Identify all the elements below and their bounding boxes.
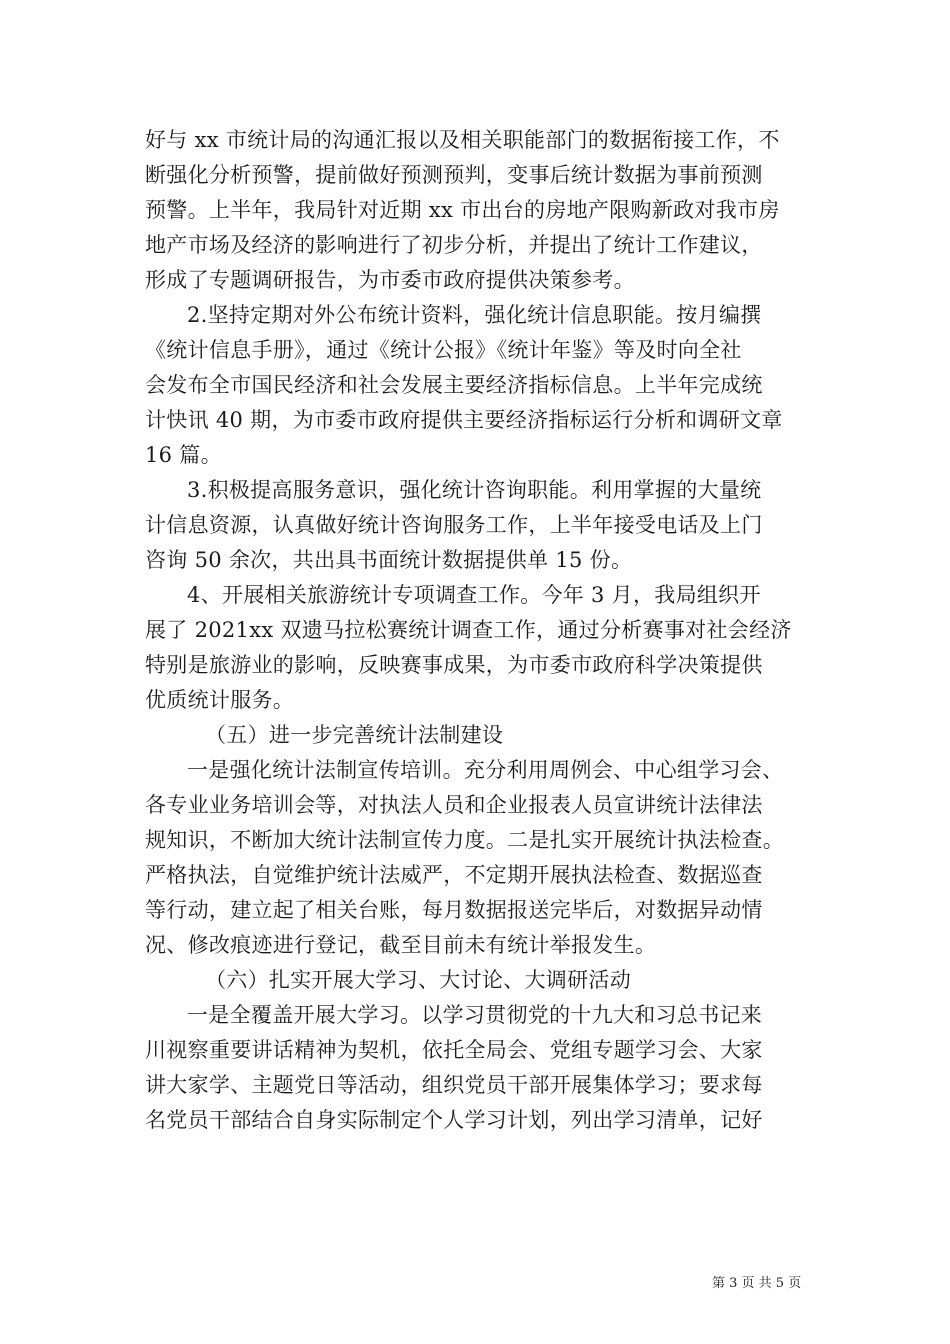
text-line: 预警。上半年，我局针对近期 xx 市出台的房地产限购新政对我市房	[145, 198, 780, 222]
section-heading: （五）进一步完善统计法制建设	[205, 723, 504, 747]
page-number: 第 3 页 共 5 页	[712, 1276, 802, 1291]
text-line: 计快讯 40 期，为市委市政府提供主要经济指标运行分析和调研文章	[145, 408, 783, 432]
paragraph-start-line: 2.坚持定期对外公布统计资料，强化统计信息职能。按月编撰	[187, 303, 762, 327]
paragraph-start-line: 一是全覆盖开展大学习。以学习贯彻党的十九大和习总书记来	[187, 1003, 763, 1027]
paragraph-start-line: 3.积极提高服务意识，强化统计咨询职能。利用掌握的大量统	[187, 478, 762, 502]
text-line: 《统计信息手册》，通过《统计公报》《统计年鉴》等及时向全社	[145, 338, 742, 362]
text-line: 咨询 50 余次，共出具书面统计数据提供单 15 份。	[145, 548, 633, 572]
text-line: 形成了专题调研报告，为市委市政府提供决策参考。	[145, 268, 635, 292]
text-line: 讲大家学、主题党日等活动，组织党员干部开展集体学习；要求每	[145, 1073, 763, 1097]
paragraph-start-line: 4、开展相关旅游统计专项调查工作。今年 3 月，我局组织开	[187, 583, 761, 607]
text-line: 况、修改痕迹进行登记，截至目前未有统计举报发生。	[145, 933, 657, 957]
text-line: 规知识，不断加大统计法制宣传力度。二是扎实开展统计执法检查。	[145, 828, 784, 852]
text-line: 地产市场及经济的影响进行了初步分析，并提出了统计工作建议，	[145, 233, 763, 257]
text-line: 各专业业务培训会等，对执法人员和企业报表人员宣讲统计法律法	[145, 793, 763, 817]
text-line: 川视察重要讲话精神为契机，依托全局会、党组专题学习会、大家	[145, 1038, 763, 1062]
text-line: 会发布全市国民经济和社会发展主要经济指标信息。上半年完成统	[145, 373, 763, 397]
section-heading: （六）扎实开展大学习、大讨论、大调研活动	[205, 968, 631, 992]
text-line: 优质统计服务。	[145, 688, 295, 712]
text-line: 展了 2021xx 双遗马拉松赛统计调查工作，通过分析赛事对社会经济	[145, 618, 792, 642]
text-line: 计信息资源，认真做好统计咨询服务工作，上半年接受电话及上门	[145, 513, 763, 537]
text-line: 断强化分析预警，提前做好预测预判，变事后统计数据为事前预测	[145, 163, 763, 187]
text-line: 好与 xx 市统计局的沟通汇报以及相关职能部门的数据衔接工作，不	[145, 128, 780, 152]
text-line: 特别是旅游业的影响，反映赛事成果，为市委市政府科学决策提供	[145, 653, 763, 677]
text-line: 严格执法，自觉维护统计法威严，不定期开展执法检查、数据巡查	[145, 863, 763, 887]
text-line: 等行动，建立起了相关台账，每月数据报送完毕后，对数据异动情	[145, 898, 763, 922]
paragraph-start-line: 一是强化统计法制宣传培训。充分利用周例会、中心组学习会、	[187, 758, 784, 782]
text-line: 名党员干部结合自身实际制定个人学习计划，列出学习清单，记好	[145, 1108, 763, 1132]
text-line: 16 篇。	[145, 443, 222, 467]
